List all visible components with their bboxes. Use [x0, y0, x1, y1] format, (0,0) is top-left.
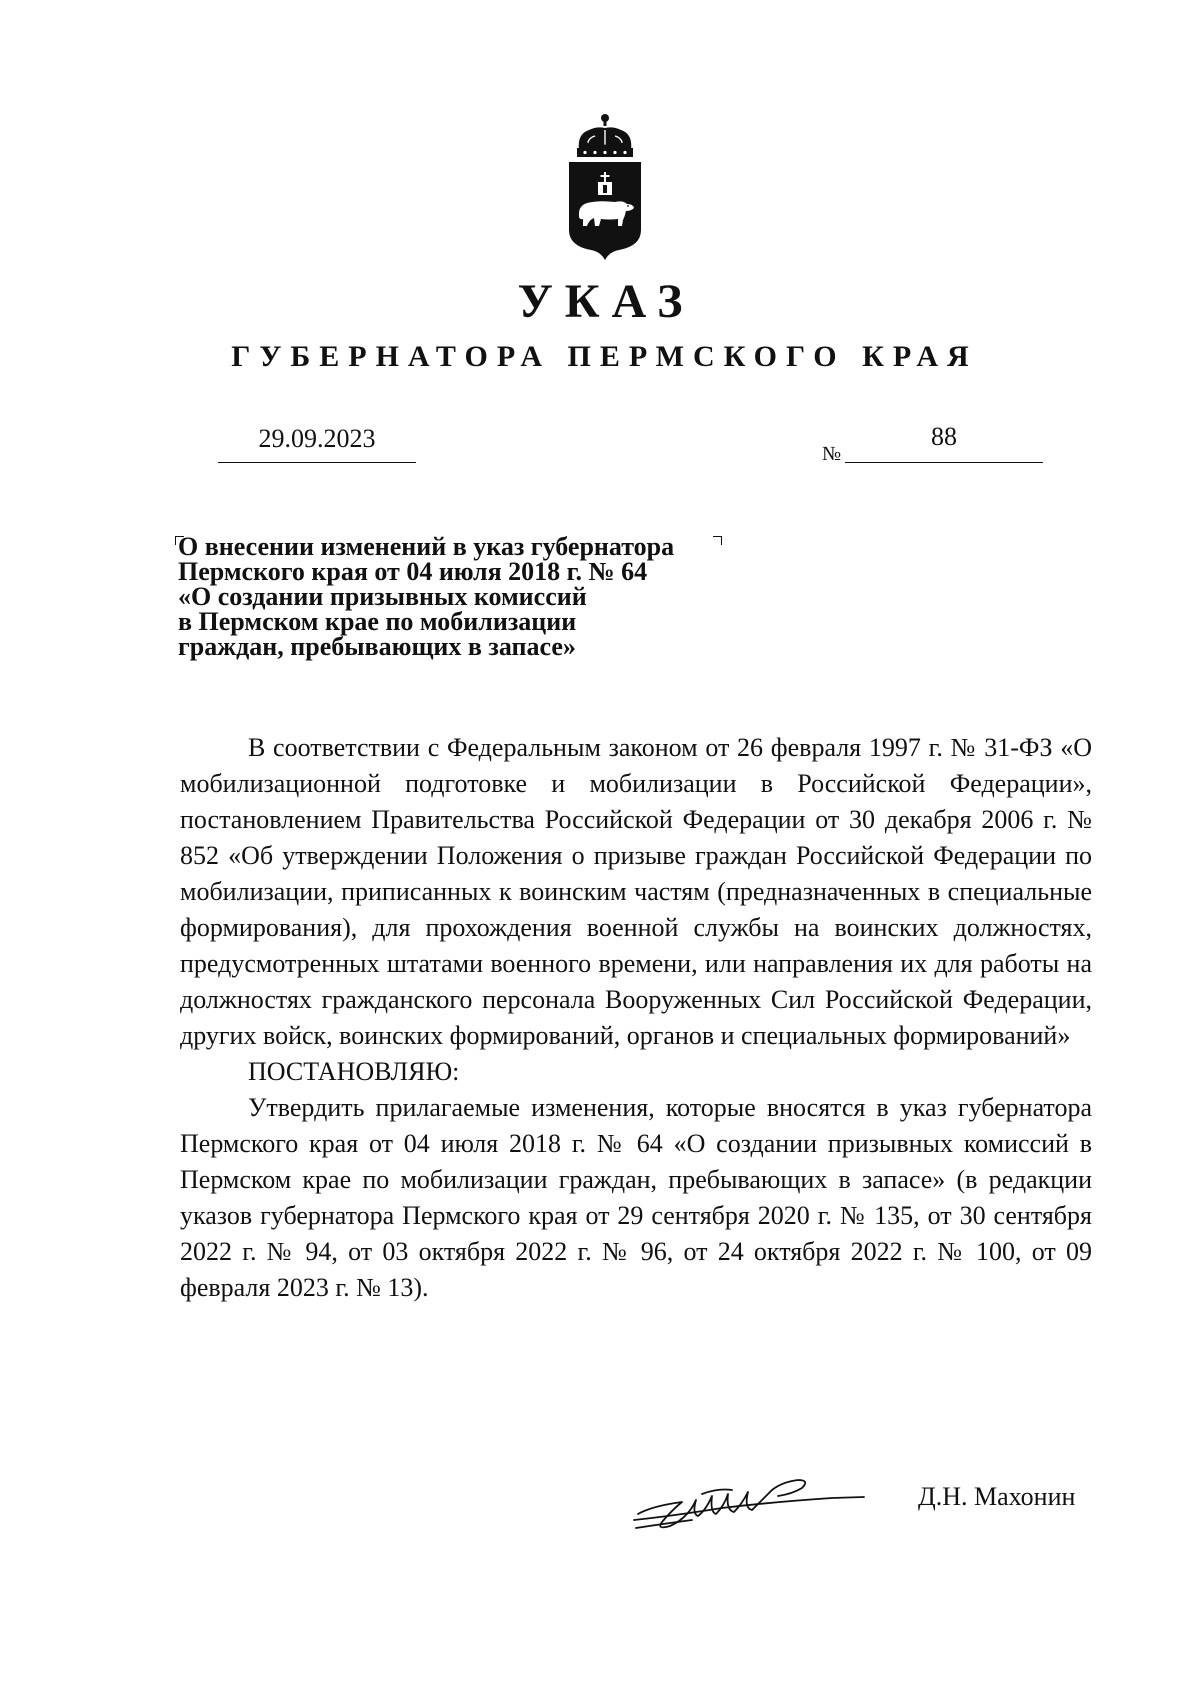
subject-line: «О создании призывных комиссий	[178, 582, 587, 611]
document-subject	[178, 534, 738, 659]
corner-mark-right	[713, 536, 722, 545]
crown-icon	[577, 114, 633, 157]
registration-number: 88	[845, 420, 1043, 463]
registration-date: 29.09.2023	[218, 422, 416, 463]
document-body	[180, 730, 1092, 1306]
signer-name: Д.Н. Махонин	[918, 1482, 1076, 1511]
number-label: №	[822, 443, 842, 465]
subject-line: Пермского края от 04 июля 2018 г. № 64	[178, 557, 648, 586]
subject-line: граждан, пребывающих в запасе»	[178, 632, 576, 661]
document-subtitle: ГУБЕРНАТОРА ПЕРМСКОГО КРАЯ	[231, 340, 978, 373]
coat-of-arms-emblem	[565, 112, 645, 262]
corner-mark-left	[175, 536, 184, 545]
shield-icon	[569, 162, 641, 260]
preamble-paragraph: В соответствии с Федеральным законом от 26 февраля 1997 г. № 31-ФЗ «О мобилизационной подготовке и мобилизации в Российской Федерации», постановлением Правительства Российской Федерации от 30 декабря 2006 г. № 852 «Об утверждении Положения о призыве граждан Российской Федерации по мобилизации, приписанных к воинским частям (предназначенных в специальные формирования), для прохождения военной службы на воинских должностях, предусмотренных штатами военного времени, или направления их для работы на должностях гражданского персонала Вооруженных Сил Российской Федерации, других войск, воинских формирований, органов и специальных формирований»	[180, 733, 1092, 1050]
resolution-paragraph: Утвердить прилагаемые изменения, которые вносятся в указ губернатора Пермского края от 04 июля 2018 г. № 64 «О создании призывных комиссий в Пермском крае по мобилизации граждан, пребывающих в запасе» (в редакции указов губернатора Пермского края от 29 сентября 2020 г. № 135, от 30 сентября 2022 г. № 94, от 03 октября 2022 г. № 96, от 24 октября 2022 г. № 100, от 09 февраля 2023 г. № 13).	[180, 1093, 1092, 1302]
handwritten-signature	[632, 1470, 872, 1540]
document-title: УКАЗ	[517, 275, 695, 328]
subject-line: О внесении изменений в указ губернатора	[178, 532, 675, 561]
decree-word: ПОСТАНОВЛЯЮ:	[248, 1057, 460, 1086]
subject-line: в Пермском крае по мобилизации	[178, 607, 577, 636]
